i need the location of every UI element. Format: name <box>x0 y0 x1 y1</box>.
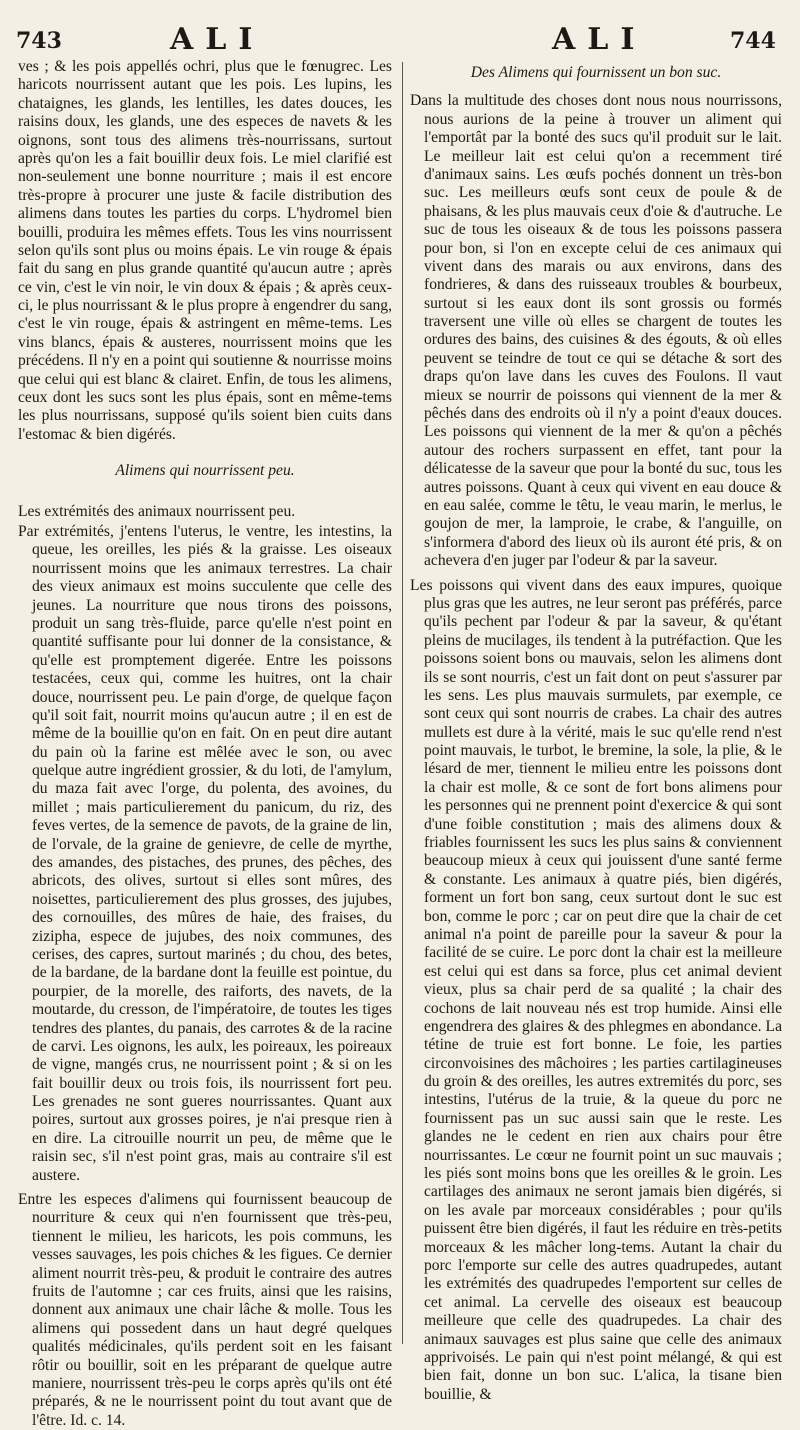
left-column <box>18 58 392 1429</box>
page-number-right: 744 <box>730 28 776 54</box>
section-heading: Des Alimens qui fournissent un bon suc. <box>470 64 722 81</box>
paragraph: Entre les especes d'alimens qui fournissent beaucoup de nourriture & ceux qui n'en fournissent que très-peu, tiennent le milieu, les haricots, les pois communs, les vesses sauvages, les pois chiches & les figues. Ce dernier aliment nourrit très-peu, & produit le contraire des autres fruits de l'automne ; car ces fruits, ainsi que les raisins, donnent aux animaux une chair lâche & molle. Tous les alimens qui possedent dans un haut degré quelques qualités médicinales, qu'ils perdent soit en les faisant rôtir ou bouillir, soit en les préparant de quelque autre maniere, nourrissent très-peu le corps après qu'ils ont été préparés, & ne le nourrissent point du tout avant que de l'être. Id. c. 14. <box>18 1191 392 1429</box>
page-header <box>0 18 800 58</box>
paragraph: Les poissons qui vivent dans des eaux impures, quoique plus gras que les autres, ne leur seront pas préférés, parce qu'ils pechent par l'odeur & par la saveur, & qu'étant pleins de mucilages, ils tendent à la putréfaction. Que les poissons soient bons ou mauvais, selon les alimens dont ils se sont nourris, c'est un fait dont on peut s'assurer par les sens. Les plus mauvais surmulets, par exemple, ce sont ceux qui sont nourris de crabes. La chair des autres mullets est dure à la vérité, mais le suc qu'elle rend n'est point mauvais, le turbot, le bremine, la sole, la plie, & le lésard de mer, tiennent le milieu entre les poissons dont la chair est molle, & ce sont de fort bons alimens pour les personnes qui ne prennent point d'exercice & qui sont d'une foible constitution ; mais des alimens doux & friables fournissent les sucs les plus sains & conviennent beaucoup mieux à ceux qui jouissent d'une santé ferme & constante. Les animaux à quatre piés, bien digérés, forment un fort bon sang, ceux surtout dont le suc est bon, comme le porc ; car on peut dire que la chair de cet animal n'a point de pareille pour la saveur & pour la facilité de se cuire. Le porc dont la chair est la meilleure est celui qui est dans sa force, plus cet animal devient vieux, plus sa chair perd de sa qualité ; la chair des cochons de lait nouveau nés est trop humide. Ainsi elle engendrera des glaires & des phlegmes en abondance. La tétine de truie est fort bonne. Le foie, les parties circonvoisines des mâchoires ; les parties cartilagineuses du groin & des oreilles, les autres extremités du porc, ses intestins, l'utérus de la truie, & la queue du porc ne fournissent pas un suc aussi sain que le reste. Les glandes ne le cedent en rien aux chairs pour être nourrissantes. Le cœur ne fournit point un suc mauvais ; les piés sont moins bons que les oreilles & le groin. Les cartilages des animaux ne seront jamais bien digérés, si on les avale par morceaux considérables ; pour qu'ils puissent être bien digérés, il faut les réduire en très-petits morceaux & les mâcher long-tems. Autant la chair du porc l'emporte sur celle des autres quadrupedes, autant les extrémités des quadrupedes l'emportent sur celles de cet animal. La cervelle des oiseaux est beaucoup meilleure que celle des quadrupedes. La chair des animaux sauvages est plus saine que celle des animaux apprivoisés. Le pain qui n'est point mélangé, & qui est bien fait, donne un bon suc. L'alica, la tisane bien bouillie, & <box>410 576 782 1403</box>
running-head-right: ALI <box>552 22 647 57</box>
page-number-left: 743 <box>16 28 62 54</box>
right-column <box>410 58 782 1403</box>
section-heading: Alimens qui nourrissent peu. <box>115 462 295 480</box>
paragraph: Par extrémités, j'entens l'uterus, le ventre, les intestins, la queue, les oreilles, les piés & la graisse. Les oiseaux nourrissent moins que les animaux terrestres. La chair des vieux animaux est moins succulente que celle des jeunes. La nourriture que nous tirons des poissons, produit un sang très-fluide, parce qu'elle n'est point en quantité suffisante pour lui donner de la consistance, & qu'elle est promptement digerée. Entre les poissons testacées, ceux qui, comme les huitres, ont la chair douce, nourrissent peu. Le pain d'orge, de quelque façon qu'il soit fait, nourrit moins qu'aucun autre ; il en est de même de la bouillie qu'on en fait. On en peut dire autant du pain où la farine est mêlée avec le son, ou avec quelque autre ingrédient grossier, & du loti, de l'amylum, du maza fait avec l'orge, du polenta, des avoines, du millet ; mais particulierement du panicum, du riz, des feves vertes, de la semence de pavots, de la graine de lin, de l'orvale, de la graine de genievre, de celle de myrthe, des amandes, des pistaches, des prunes, des pêches, des abricots, des olives, surtout si elles sont mûres, des noisettes, particulierement des plus grosses, des jujubes, des cornouilles, des mûres de haie, des fraises, du zizipha, espece de jujubes, des noix communes, des cerises, des capres, surtout marinés ; du chou, des betes, de la bardane, de la bardane dont la feuille est pointue, du pourpier, de la morelle, des raiforts, des navets, de la moutarde, du cresson, de l'impératoire, de toutes les tiges tendres des plantes, du panais, des carrotes & de la racine de carvi. Les oignons, les aulx, les poireaux, les poireaux de vigne, mangés crus, ne nourrissent point ; & si on les fait bouillir deux ou trois fois, ils nourrissent fort peu. Les grenades ne sont gueres nourrissantes. Quant aux poires, surtout aux grosses poires, je n'ai presque rien à en dire. La citrouille nourrit un peu, de même que le raisin sec, s'il n'est point gras, mais au contraire s'il est austere. <box>18 522 392 1184</box>
running-head-left: ALI <box>170 22 265 57</box>
paragraph: ves ; & les pois appellés ochri, plus que le fœnugrec. Les haricots nourrissent autant que les pois. Les lupins, les chataignes, les glands, les lentilles, les dates douces, les raisins doux, les glands, une des especes de navets & les oignons, sont tous des alimens très-nourrissans, surtout après qu'on les a fait bouillir deux fois. Le miel clarifié est non-seulement une bonne nourriture ; mais il est encore très-propre à procurer une juste & facile distribution des alimens dans toutes les parties du corps. L'hydromel bien bouilli, produira les mêmes effets. Tous les vins nourrissent selon qu'ils sont plus ou moins épais. Le vin rouge & épais fait du sang en plus grande quantité qu'aucun autre ; après ce vin, c'est le vin noir, le vin doux & épais ; & après ceux-ci, le plus nourrissant & le plus propre à engendrer du sang, c'est le vin rouge, épais & astringent en même-tems. Les vins blancs, épais & austeres, nourrissent moins que les précédens. Il n'y en a point qui soutienne & nourrisse moins que celui qui est blanc & clairet. Enfin, de tous les alimens, ceux dont les sucs sont les plus épais, sont en même-tems les plus nourrissans, supposé qu'ils soient bien cuits dans l'estomac & bien digérés. <box>18 58 392 443</box>
column-divider <box>402 62 403 1344</box>
paragraph: Dans la multitude des choses dont nous nous nourrissons, nous aurions de la peine à trouver un aliment qui l'emportât par la bonté des sucs qu'il produit sur le lait. Le meilleur lait est celui qu'on a recemment tiré d'animaux sains. Les œufs pochés donnent un très-bon suc. Les meilleurs œufs sont ceux de poule & de phaisans, & les plus mauvais ceux d'oie & d'autruche. Le suc de tous les oiseaux & de tous les poissons passera pour bon, si l'on en excepte celui de ces animaux qui vivent dans des marais ou aux environs, dans des fondrieres, & dans des ruisseaux troubles & bourbeux, surtout si les eaux dont ils sont grossis ou formés traversent une ville où elles se chargent de toutes les ordures des bains, des cuisines & des égouts, & où elles peuvent se teindre de tout ce qui se détache & sort des draps qu'on lave dans les cuves des Foulons. Il vaut mieux se nourrir de poissons qui viennent de la mer & pêchés dans des endroits où il n'y a point d'eaux douces. Les poissons qui viennent de la mer & qu'on a pêchés autour des rochers surpassent en effet, tant pour la délicatesse de la saveur que pour la bonté du suc, tous les autres poissons. Quant à ceux qui vivent en eau douce & en eau salée, comme le têtu, le veau marin, le merlus, le goujon de mer, la lamproie, le crabe, & l'anguille, on s'informera d'abord des lieux où ils auront été pris, & on achevera d'en juger par l'odeur & par la saveur. <box>410 92 782 570</box>
paragraph: Les extrémités des animaux nourrissent peu. <box>18 502 296 520</box>
